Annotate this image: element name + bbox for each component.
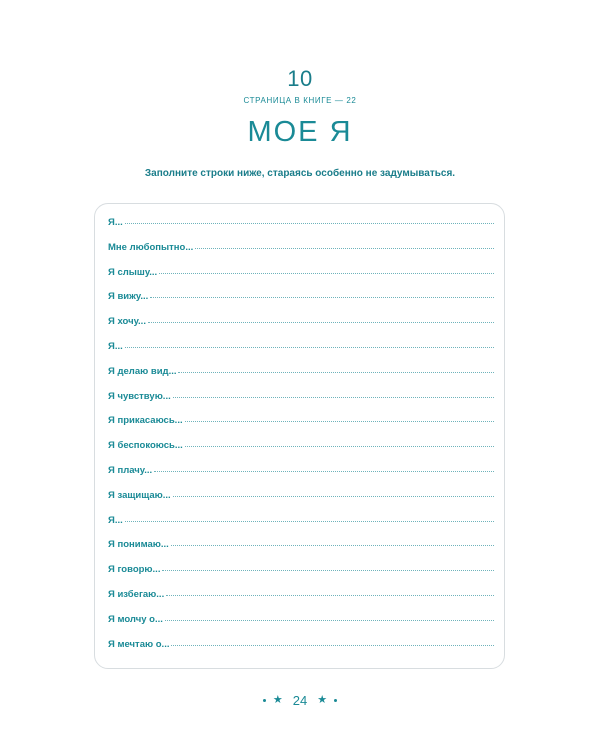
dotted-fill-line[interactable]	[125, 513, 494, 522]
worksheet-line[interactable]	[108, 340, 494, 365]
instruction-text: Заполните строки ниже, стараясь особенно не задумываться.	[144, 168, 456, 179]
worksheet-line[interactable]	[108, 638, 494, 663]
dotted-fill-line[interactable]	[154, 463, 494, 472]
book-page-reference: СТРАНИЦА В КНИГЕ — 22	[243, 96, 357, 105]
worksheet-line[interactable]	[108, 266, 494, 291]
worksheet-line[interactable]	[108, 241, 494, 266]
dot-icon	[334, 699, 337, 702]
line-prompt: Я вижу...	[108, 291, 149, 303]
dotted-fill-line[interactable]	[171, 637, 494, 646]
dotted-fill-line[interactable]	[195, 240, 494, 249]
star-icon: ★	[317, 694, 328, 706]
line-prompt: Я молчу о...	[108, 613, 163, 625]
worksheet-line[interactable]	[108, 414, 494, 439]
worksheet-line[interactable]	[108, 514, 494, 539]
line-prompt: Я...	[108, 217, 123, 228]
dotted-fill-line[interactable]	[159, 265, 494, 274]
line-prompt: Я плачу...	[108, 464, 153, 476]
line-prompt: Я хочу...	[108, 316, 146, 328]
line-prompt: Я слышу...	[108, 266, 158, 278]
line-prompt: Мне любопытно...	[108, 241, 194, 253]
worksheet-lines	[108, 216, 494, 662]
dotted-fill-line[interactable]	[173, 488, 494, 497]
worksheet-card	[94, 203, 505, 669]
worksheet-line[interactable]	[108, 216, 494, 241]
dotted-fill-line[interactable]	[185, 438, 494, 447]
dotted-fill-line[interactable]	[171, 537, 494, 546]
worksheet-line[interactable]	[108, 588, 494, 613]
dotted-fill-line[interactable]	[165, 612, 494, 621]
line-prompt: Я говорю...	[108, 564, 161, 576]
dotted-fill-line[interactable]	[125, 339, 494, 348]
page-number: 24	[292, 693, 308, 708]
dotted-fill-line[interactable]	[185, 413, 494, 422]
dotted-fill-line[interactable]	[150, 289, 494, 298]
worksheet-line[interactable]	[108, 439, 494, 464]
line-prompt: Я избегаю...	[108, 588, 165, 600]
dotted-fill-line[interactable]	[166, 587, 494, 596]
line-prompt: Я...	[108, 514, 123, 526]
line-prompt: Я беспокоюсь...	[108, 440, 183, 452]
dot-icon	[263, 699, 266, 702]
line-prompt: Я мечтаю о...	[108, 638, 170, 650]
dotted-fill-line[interactable]	[148, 314, 494, 323]
page-footer	[0, 693, 600, 708]
lesson-number: 10	[287, 66, 313, 91]
line-prompt: Я...	[108, 340, 123, 352]
worksheet-line[interactable]	[108, 315, 494, 340]
worksheet-line[interactable]	[108, 613, 494, 638]
worksheet-line[interactable]	[108, 390, 494, 415]
worksheet-line[interactable]	[108, 464, 494, 489]
worksheet-line[interactable]	[108, 365, 494, 390]
dotted-fill-line[interactable]	[173, 389, 494, 398]
line-prompt: Я делаю вид...	[108, 365, 177, 377]
line-prompt: Я прикасаюсь...	[108, 415, 183, 427]
line-prompt: Я чувствую...	[108, 390, 171, 402]
dotted-fill-line[interactable]	[125, 215, 494, 224]
dotted-fill-line[interactable]	[178, 364, 494, 373]
worksheet-line[interactable]	[108, 489, 494, 514]
line-prompt: Я защищаю...	[108, 489, 171, 501]
star-icon: ★	[272, 694, 283, 706]
worksheet-line[interactable]	[108, 563, 494, 588]
line-prompt: Я понимаю...	[108, 539, 169, 551]
worksheet-line[interactable]	[108, 290, 494, 315]
page-title: МОЕ Я	[247, 116, 353, 148]
dotted-fill-line[interactable]	[162, 562, 494, 571]
worksheet-line[interactable]	[108, 538, 494, 563]
